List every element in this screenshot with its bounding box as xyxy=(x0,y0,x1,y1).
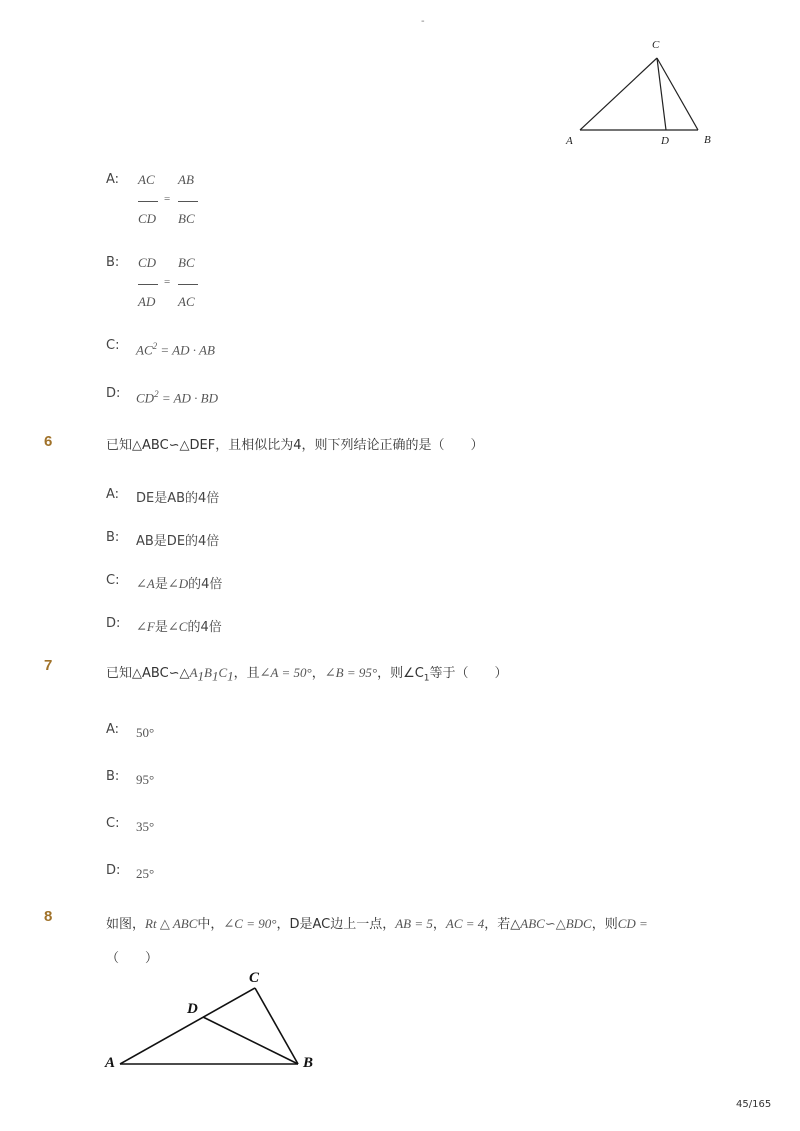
question-6-stem: 已知△ABC∽△DEF，且相似比为4，则下列结论正确的是（ ） xyxy=(106,438,484,453)
option-label: C: xyxy=(106,338,120,353)
question-number-7: 7 xyxy=(44,657,53,674)
header-mark: - xyxy=(421,16,425,27)
fraction-bar xyxy=(178,201,198,202)
fraction-numerator: AC xyxy=(138,172,155,187)
question-number-6: 6 xyxy=(44,433,53,450)
fraction-bar xyxy=(138,284,158,285)
fraction-bar xyxy=(138,201,158,202)
option-label: D: xyxy=(106,386,121,401)
fraction-numerator: BC xyxy=(178,255,195,270)
fraction-denominator: BC xyxy=(178,211,195,226)
option-expression: $AC^2$ = AD · AB xyxy=(136,341,215,358)
figure2-side-ac xyxy=(120,988,255,1064)
question-7-stem: 已知$\triangle ABC∽\triangle A_1B_1C_1$，且∠A = 50°，∠B = 95°，则$\angle C_1$等于（ ） xyxy=(106,665,508,684)
option-label: D: xyxy=(106,616,121,631)
figure1-label-a: A xyxy=(566,135,573,147)
triangle-figure-1 xyxy=(560,34,720,150)
option-label: C: xyxy=(106,573,120,588)
option-text: ∠F是∠C的4倍 xyxy=(136,619,222,635)
option-value: 50° xyxy=(136,725,155,740)
fraction-numerator: CD xyxy=(138,255,157,270)
fraction-numerator: AB xyxy=(178,172,194,187)
fraction-bar xyxy=(178,284,198,285)
option-value: 25° xyxy=(136,866,155,881)
option-label: C: xyxy=(106,816,120,831)
fraction-denominator: CD xyxy=(138,211,157,226)
option-label: D: xyxy=(106,863,121,878)
option-value: 35° xyxy=(136,819,155,834)
answer-parentheses: （ ） xyxy=(106,951,159,966)
option-expression: $CD^2$ = AD · BD xyxy=(136,389,219,406)
option-text: ∠A是∠D的4倍 xyxy=(136,576,223,592)
fraction-denominator: AD xyxy=(138,294,156,309)
figure1-label-d: D xyxy=(661,135,669,147)
option-label: A: xyxy=(106,722,120,737)
option-label: A: xyxy=(106,487,120,502)
page-number: 45/165 xyxy=(736,1099,772,1110)
question-8-stem: 如图，Rt △ ABC中，∠C = 90°，D是AC边上一点，AB = 5，AC = 4，若△ABC∽△BDC，则CD = xyxy=(106,916,648,932)
equals-sign: = xyxy=(164,193,171,205)
option-label: B: xyxy=(106,530,120,545)
figure1-segment-cd xyxy=(657,58,666,130)
option-text: AB是DE的4倍 xyxy=(136,534,220,549)
figure1-side-bc xyxy=(657,58,698,130)
fraction-denominator: AC xyxy=(178,294,195,309)
figure2-segment-bd xyxy=(203,1017,298,1064)
equals-sign: = xyxy=(164,276,171,288)
option-label: B: xyxy=(106,769,120,784)
option-label: B: xyxy=(106,255,120,270)
figure2-label-c: C xyxy=(249,970,260,986)
question-number-8: 8 xyxy=(44,908,53,925)
figure1-label-c: C xyxy=(652,39,660,51)
figure2-label-a: A xyxy=(105,1055,116,1071)
figure1-side-ac xyxy=(580,58,657,130)
figure2-label-b: B xyxy=(303,1055,314,1071)
option-text: DE是AB的4倍 xyxy=(136,491,220,506)
option-value: 95° xyxy=(136,772,155,787)
figure1-label-b: B xyxy=(704,134,711,146)
option-label: A: xyxy=(106,172,120,187)
figure2-label-d: D xyxy=(187,1001,198,1017)
triangle-figure-2 xyxy=(100,966,330,1076)
